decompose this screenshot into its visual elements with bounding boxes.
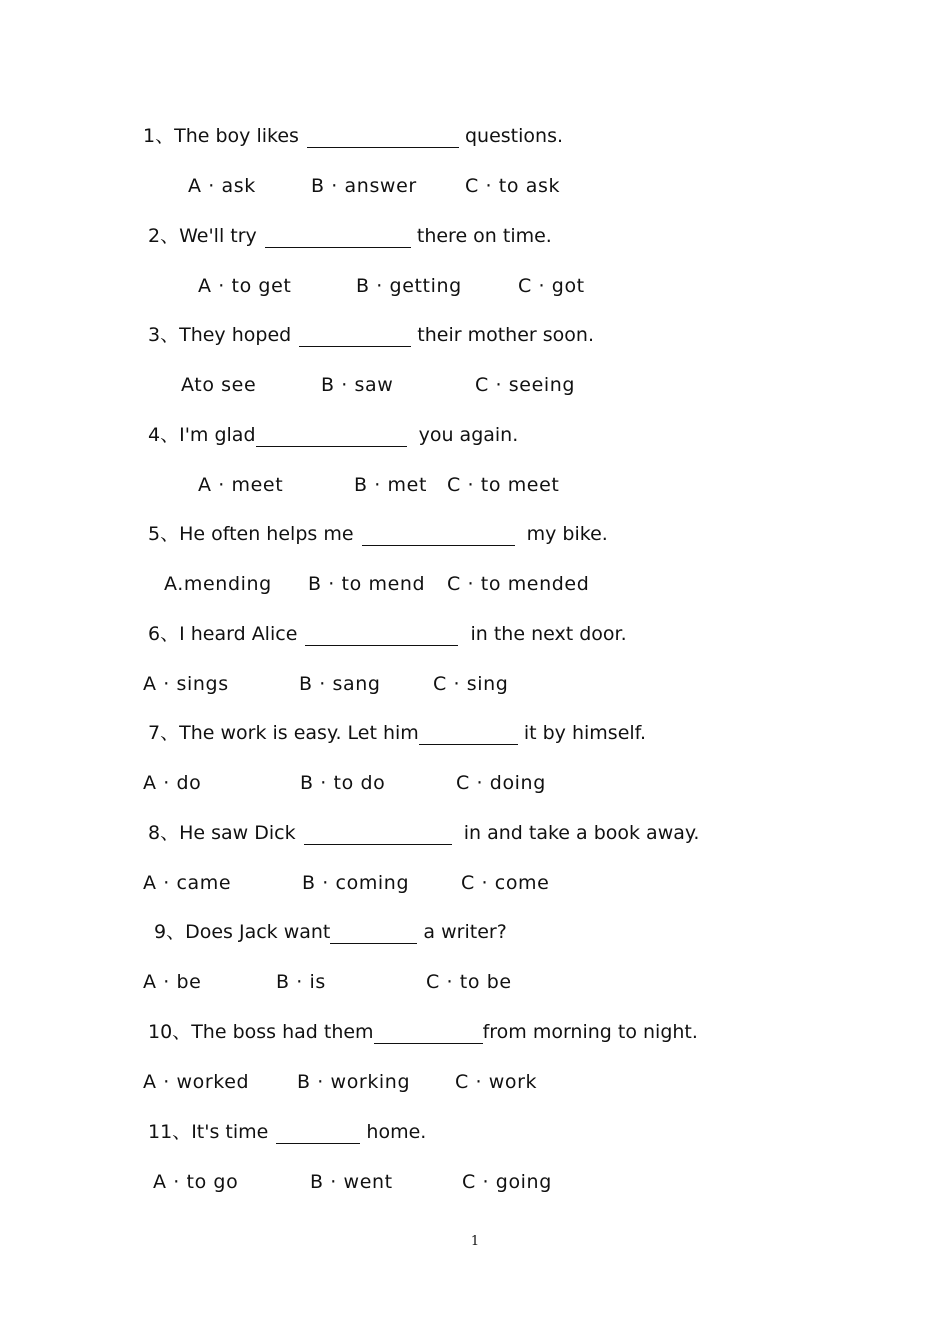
option-b[interactable]: B · getting <box>356 275 462 297</box>
option-a[interactable]: Ato see <box>181 374 257 396</box>
question-6 <box>148 622 627 646</box>
option-b[interactable]: B · to do <box>300 772 386 794</box>
page-number: 1 <box>470 1234 480 1249</box>
option-b[interactable]: B · saw <box>321 374 394 396</box>
question-text-after: in and take a book away. <box>451 822 700 844</box>
question-number: 8、 <box>148 822 180 844</box>
option-c[interactable]: C · work <box>455 1071 538 1093</box>
option-c[interactable]: C · seeing <box>475 374 576 396</box>
question-2 <box>148 224 552 248</box>
question-text-before: The boy likes <box>174 125 305 147</box>
question-7 <box>148 721 646 745</box>
option-c[interactable]: C · got <box>518 275 585 297</box>
question-number: 1、 <box>143 125 175 147</box>
answer-blank[interactable] <box>374 1021 483 1044</box>
question-11 <box>148 1120 426 1144</box>
question-10 <box>148 1020 698 1044</box>
answer-blank[interactable] <box>265 225 411 248</box>
answer-blank[interactable] <box>299 324 411 347</box>
question-number: 3、 <box>148 324 180 346</box>
question-4 <box>148 423 518 447</box>
option-a[interactable]: A · meet <box>198 474 284 496</box>
question-text-before: They hoped <box>179 324 298 346</box>
question-number: 11、 <box>148 1121 192 1143</box>
question-text-after: my bike. <box>514 523 608 545</box>
question-text-after: from morning to night. <box>482 1021 698 1043</box>
answer-blank[interactable] <box>419 722 518 745</box>
option-b[interactable]: B · went <box>310 1171 393 1193</box>
answer-blank[interactable] <box>305 623 458 646</box>
option-a[interactable]: A.mending <box>164 573 272 595</box>
question-text-after: home. <box>360 1121 427 1143</box>
question-number: 4、 <box>148 424 180 446</box>
question-text-after: it by himself. <box>517 722 647 744</box>
question-8 <box>148 821 699 845</box>
question-text-after: you again. <box>406 424 519 446</box>
question-text-after: questions. <box>458 125 564 147</box>
option-a[interactable]: A · do <box>143 772 202 794</box>
question-text-after: a writer? <box>417 921 507 943</box>
option-b[interactable]: B · working <box>297 1071 411 1093</box>
option-b[interactable]: B · met <box>354 474 428 496</box>
option-a[interactable]: A · to go <box>153 1171 239 1193</box>
question-3 <box>148 323 594 347</box>
question-text-before: Does Jack want <box>185 921 331 943</box>
question-text-after: there on time. <box>410 225 552 247</box>
option-c[interactable]: C · to meet <box>447 474 560 496</box>
question-1 <box>143 124 563 148</box>
question-text-before: He often helps me <box>179 523 360 545</box>
option-c[interactable]: C · doing <box>456 772 546 794</box>
question-number: 2、 <box>148 225 180 247</box>
question-9 <box>154 920 507 944</box>
question-text-before: I'm glad <box>179 424 256 446</box>
option-c[interactable]: C · to ask <box>465 175 561 197</box>
question-text-before: He saw Dick <box>179 822 302 844</box>
option-a[interactable]: A · ask <box>188 175 256 197</box>
option-b[interactable]: B · coming <box>302 872 410 894</box>
answer-blank[interactable] <box>330 921 417 944</box>
option-c[interactable]: C · to mended <box>447 573 590 595</box>
answer-blank[interactable] <box>256 424 407 447</box>
question-number: 9、 <box>154 921 186 943</box>
question-text-after: their mother soon. <box>411 324 594 346</box>
question-number: 5、 <box>148 523 180 545</box>
question-number: 7、 <box>148 722 180 744</box>
question-text-before: The boss had them <box>191 1021 374 1043</box>
option-a[interactable]: A · be <box>143 971 202 993</box>
option-a[interactable]: A · worked <box>143 1071 250 1093</box>
answer-blank[interactable] <box>276 1121 360 1144</box>
answer-blank[interactable] <box>362 523 515 546</box>
option-c[interactable]: C · sing <box>433 673 509 695</box>
question-number: 6、 <box>148 623 180 645</box>
answer-blank[interactable] <box>304 822 452 845</box>
question-text-before: It's time <box>191 1121 275 1143</box>
option-a[interactable]: A · came <box>143 872 232 894</box>
question-number: 10、 <box>148 1021 192 1043</box>
option-b[interactable]: B · answer <box>311 175 417 197</box>
option-a[interactable]: A · sings <box>143 673 229 695</box>
option-b[interactable]: B · sang <box>299 673 381 695</box>
option-c[interactable]: C · going <box>462 1171 552 1193</box>
question-text-before: I heard Alice <box>179 623 304 645</box>
option-a[interactable]: A · to get <box>198 275 292 297</box>
option-b[interactable]: B · is <box>276 971 326 993</box>
answer-blank[interactable] <box>307 125 459 148</box>
option-c[interactable]: C · come <box>461 872 550 894</box>
question-5 <box>148 522 608 546</box>
option-c[interactable]: C · to be <box>426 971 512 993</box>
option-b[interactable]: B · to mend <box>308 573 426 595</box>
question-text-before: We'll try <box>179 225 263 247</box>
question-text-after: in the next door. <box>458 623 627 645</box>
question-text-before: The work is easy. Let him <box>179 722 419 744</box>
